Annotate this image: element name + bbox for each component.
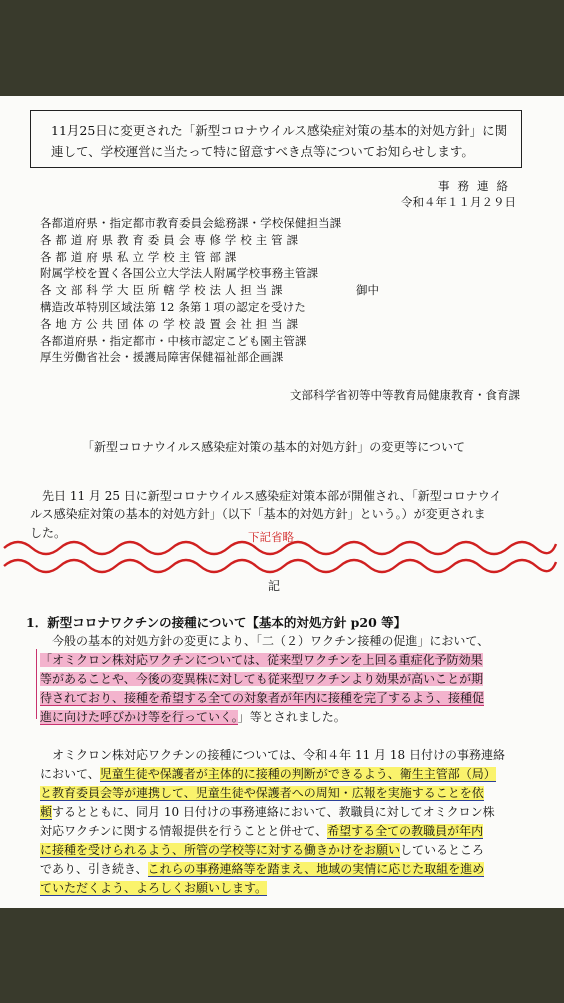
section-text: しているところ [400, 843, 485, 857]
highlighted-line [40, 689, 484, 706]
addressee-item: 構造改革特別区域法第 12 条第１項の認定を受けた [40, 300, 306, 314]
section-line [40, 765, 496, 782]
intro-line: した。 [30, 526, 67, 540]
yellow-highlight: 希望する全ての教職員が年内 [327, 824, 484, 838]
section-line [40, 879, 267, 896]
addressee-item: 各都道府県・指定都市教育委員会総務課・学校保健担当課 [40, 216, 342, 230]
notice-line-2: 連して、学校運営に当たって特に留意すべき点等についてお知らせします。 [51, 144, 474, 159]
notice-line-1: 11月25日に変更された「新型コロナウイルス感染症対策の基本的対処方針」に関 [51, 123, 508, 138]
section-text: 」等とされました。 [237, 710, 346, 724]
pink-highlight: 進に向けた呼びかけ等を行っていく。 [40, 710, 238, 724]
ki-heading: 記 [268, 579, 281, 593]
pink-highlight: 等があることや、今後の変異株に対しても従来型ワクチンより効果が高いことが期 [40, 672, 484, 686]
notice-box [30, 110, 522, 168]
section-line: 今般の基本的対処方針の変更により、「二（２）ワクチン接種の促進」において、 [52, 634, 490, 648]
subject-title: 「新型コロナウイルス感染症対策の基本的対処方針」の変更等について [82, 440, 466, 454]
yellow-highlight: ていただくよう、よろしくお願いします。 [40, 881, 268, 895]
document-page [0, 96, 564, 908]
section-line [40, 841, 484, 858]
onchu-label: 御中 [356, 283, 379, 297]
red-wave-divider [0, 536, 564, 580]
pink-highlight: 待されており、接種を希望する全ての対象者が年内に接種を完了するよう、接種促 [40, 691, 485, 705]
addressee-item: 附属学校を置く各国公立大学法人附属学校事務主管課 [40, 266, 319, 280]
addressee-item: 各 文 部 科 学 大 臣 所 轄 学 校 法 人 担 当 課 [40, 283, 283, 297]
section-text: において、 [40, 767, 100, 781]
notice-date: 令和４年１１月２９日 [401, 195, 516, 209]
omitted-note: 下記省略 [248, 530, 294, 544]
section-line [40, 784, 484, 801]
addressee-item: 各 都 道 府 県 私 立 学 校 主 管 部 課 [40, 250, 237, 264]
intro-line: ルス感染症対策の基本的対処方針」（以下「基本的対処方針」という。）が変更されま [30, 507, 486, 521]
section-text: 対応ワクチンに関する情報提供を行うことと併せて、 [40, 824, 328, 838]
intro-line: 先日 11 月 25 日に新型コロナウイルス感染症対策本部が開催され、「新型コロナウイ [42, 489, 502, 503]
sender: 文部科学省初等中等教育局健康教育・食育課 [290, 388, 520, 402]
yellow-highlight: と教育委員会等が連携して、児童生徒や保護者への周知・広報を実施することを依 [40, 786, 484, 800]
yellow-highlight: これらの事務連絡等を踏まえ、地域の実情に応じた取組を進め [147, 862, 485, 876]
section-line: オミクロン株対応ワクチンの接種については、令和４年 11 月 18 日付けの事務連絡 [52, 748, 505, 762]
pink-highlight: 「オミクロン株対応ワクチンについては、従来型ワクチンを上回る重症化予防効果 [40, 653, 483, 667]
yellow-highlight: 児童生徒や保護者が主体的に接種の判断ができるよう、衛生主管部（局） [99, 767, 496, 781]
section-line [40, 860, 484, 877]
section-text: であり、引き続き、 [40, 862, 148, 876]
yellow-highlight: 頼 [40, 805, 53, 819]
section-text: するとともに、同月 10 日付けの事務連絡において、教職員に対してオミクロン株 [52, 805, 495, 819]
yellow-highlight: に接種を受けられるよう、所管の学校等に対する働きかけをお願い [40, 843, 401, 857]
addressee-item: 各都道府県・指定都市・中核市認定こども園主管課 [40, 334, 307, 348]
highlighted-line [40, 651, 483, 668]
section-line [40, 803, 495, 820]
section-line [40, 822, 483, 839]
highlighted-line [40, 670, 483, 687]
addressee-item: 各 都 道 府 県 教 育 委 員 会 専 修 学 校 主 管 課 [40, 233, 299, 247]
addressee-item: 各 地 方 公 共 団 体 の 学 校 設 置 会 社 担 当 課 [40, 317, 299, 331]
addressee-item: 厚生労働省社会・援護局障害保健福祉部企画課 [40, 350, 284, 364]
highlighted-line [40, 708, 346, 725]
section-title: 1．新型コロナワクチンの接種について【基本的対処方針 p20 等】 [26, 615, 407, 630]
notice-type-label: 事務連絡 [438, 179, 516, 193]
